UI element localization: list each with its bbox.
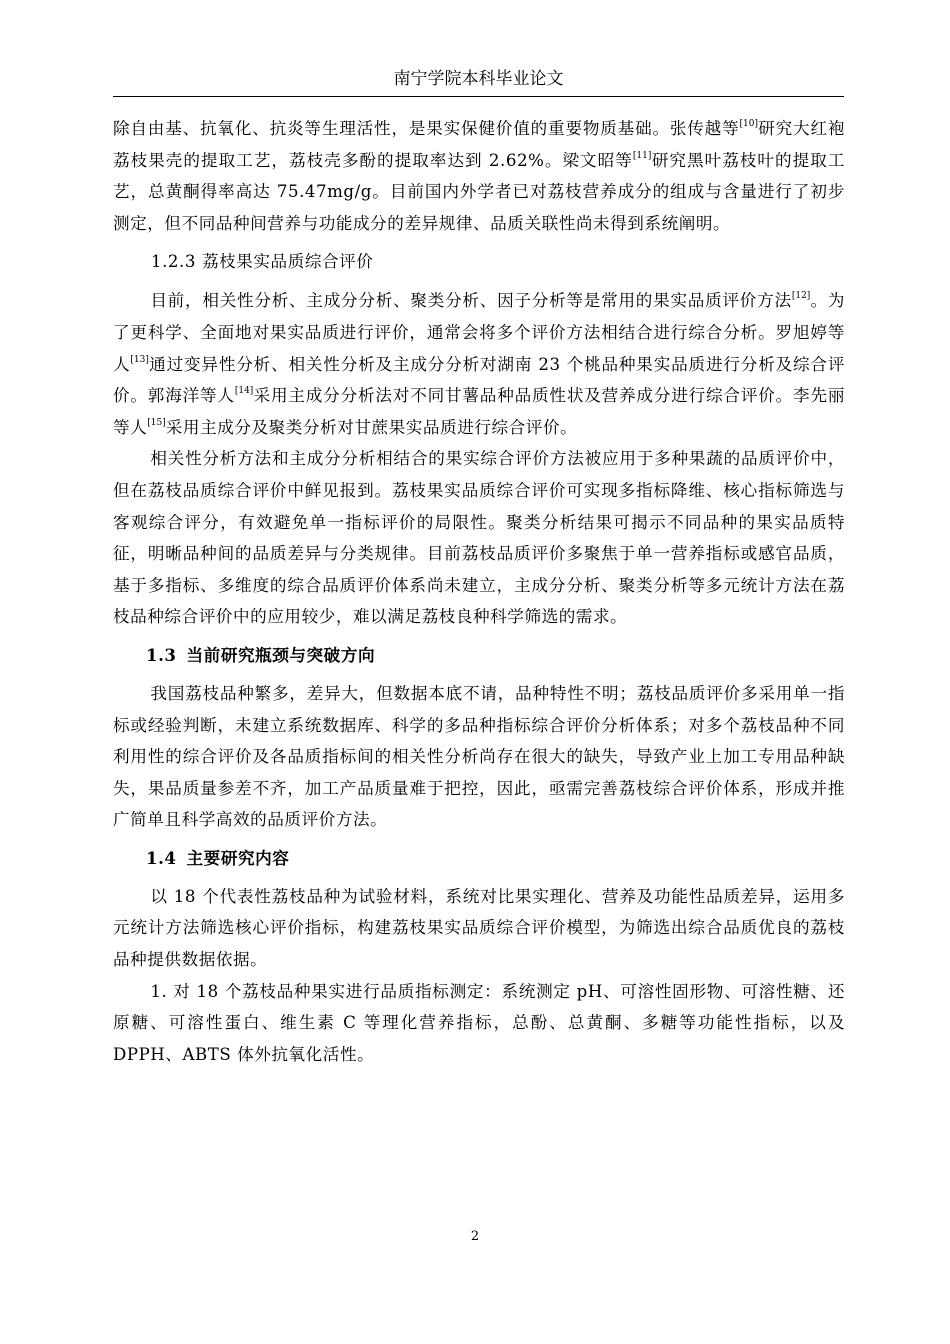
citation: [11] — [632, 150, 652, 161]
text-run: 采用主成分分析法对不同甘薯品种品质性状及营养成分进行综合评价。李先丽等人 — [113, 386, 845, 437]
page-content — [113, 113, 845, 1070]
paragraph-1 — [113, 113, 845, 239]
text-run: 研究大红袍荔枝果壳的提取工艺，荔枝壳多酚的提取率达到 2.62%。梁文昭等 — [113, 119, 845, 170]
paragraph-4: 我国荔枝品种繁多，差异大，但数据本底不请，品种特性不明；荔枝品质评价多采用单一指标或经验判断，未建立系统数据库、科学的多品种指标综合评价分析体系；对多个荔枝品种不同利用性的综合评价及各品质指标间的相关性分析尚存在很大的缺失，导致产业上加工专用品种缺失，果品质量参差不齐，加工产品质量难于把控，因此，亟需完善荔枝综合评价体系，形成并推广简单且科学高效的品质评价方法。 — [113, 683, 845, 830]
subsection-heading-1-2-3 — [113, 239, 845, 285]
heading-title: 荔枝果实品质综合评价 — [201, 252, 374, 272]
heading-title: 主要研究内容 — [186, 847, 290, 868]
section-heading-1-3 — [113, 633, 845, 678]
heading-title: 当前研究瓶颈与突破方向 — [186, 644, 376, 665]
paragraph-2 — [113, 285, 845, 443]
text-run: 通过变异性分析、相关性分析及主成分分析对湖南 23 个桃品种果实品质进行分析及综合评价。郭海洋等人 — [113, 354, 845, 406]
page-number: 2 — [470, 1229, 480, 1244]
citation: [15] — [147, 417, 166, 428]
text-run: 。为了更科学、全面地对果实品质进行评价，通常会将多个评价方法相结合进行综合分析。罗旭婷等人 — [113, 291, 845, 374]
page-header — [113, 66, 844, 97]
paragraph-6: 1. 对 18 个荔枝品种果实进行品质指标测定：系统测定 pH、可溶性固形物、可溶性糖、还原糖、可溶性蛋白、维生素 C 等理化营养指标，总酚、总黄酮、多糖等功能性指标，以及 DPPH、ABTS 体外抗氧化活性。 — [113, 981, 845, 1064]
citation: [10] — [739, 119, 758, 129]
heading-number: 1.3 — [146, 644, 177, 665]
citation: [14] — [234, 386, 254, 397]
text-run: 研究黑叶荔枝叶的提取工艺，总黄酮得率高达 75.47mg/g。目前国内外学者已对荔枝营养成分的组成与含量进行了初步测定，但不同品种间营养与功能成分的差异规律、品质关联性尚未得到系统阐明。 — [113, 150, 845, 233]
heading-number: 1.4 — [146, 847, 177, 868]
heading-number: 1.2.3 — [151, 252, 196, 272]
page-footer — [0, 1229, 950, 1244]
text-run: 目前，相关性分析、主成分分析、聚类分析、因子分析等是常用的果实品质评价方法 — [150, 291, 792, 311]
paragraph-5: 以 18 个代表性荔枝品种为试验材料，系统对比果实理化、营养及功能性品质差异，运用多元统计方法筛选核心评价指标，构建荔枝果实品质综合评价模型，为筛选出综合品质优良的荔枝品种提供数据依据。 — [113, 886, 845, 970]
header-title: 南宁学院本科毕业论文 — [393, 69, 564, 89]
citation: [12] — [791, 291, 811, 302]
paragraph-3: 相关性分析方法和主成分分析相结合的果实综合评价方法被应用于多种果蔬的品质评价中，但在荔枝品质综合评价中鲜见报到。荔枝果实品质综合评价可实现多指标降维、核心指标筛选与客观综合评分，有效避免单一指标评价的局限性。聚类分析结果可揭示不同品种的果实品质特征，明晰品种间的品质差异与分类规律。目前荔枝品质评价多聚焦于单一营养指标或感官品质，基于多指标、多维度的综合品质评价体系尚未建立，主成分分析、聚类分析等多元统计方法在荔枝品种综合评价中的应用较少，难以满足荔枝良种科学筛选的需求。 — [113, 449, 845, 627]
text-run: 除自由基、抗氧化、抗炎等生理活性，是果实保健价值的重要物质基础。张传越等 — [113, 119, 740, 138]
citation: [13] — [130, 354, 149, 365]
text-run: 采用主成分及聚类分析对甘蔗果实品质进行综合评价。 — [165, 417, 578, 437]
section-heading-1-4 — [113, 836, 845, 881]
